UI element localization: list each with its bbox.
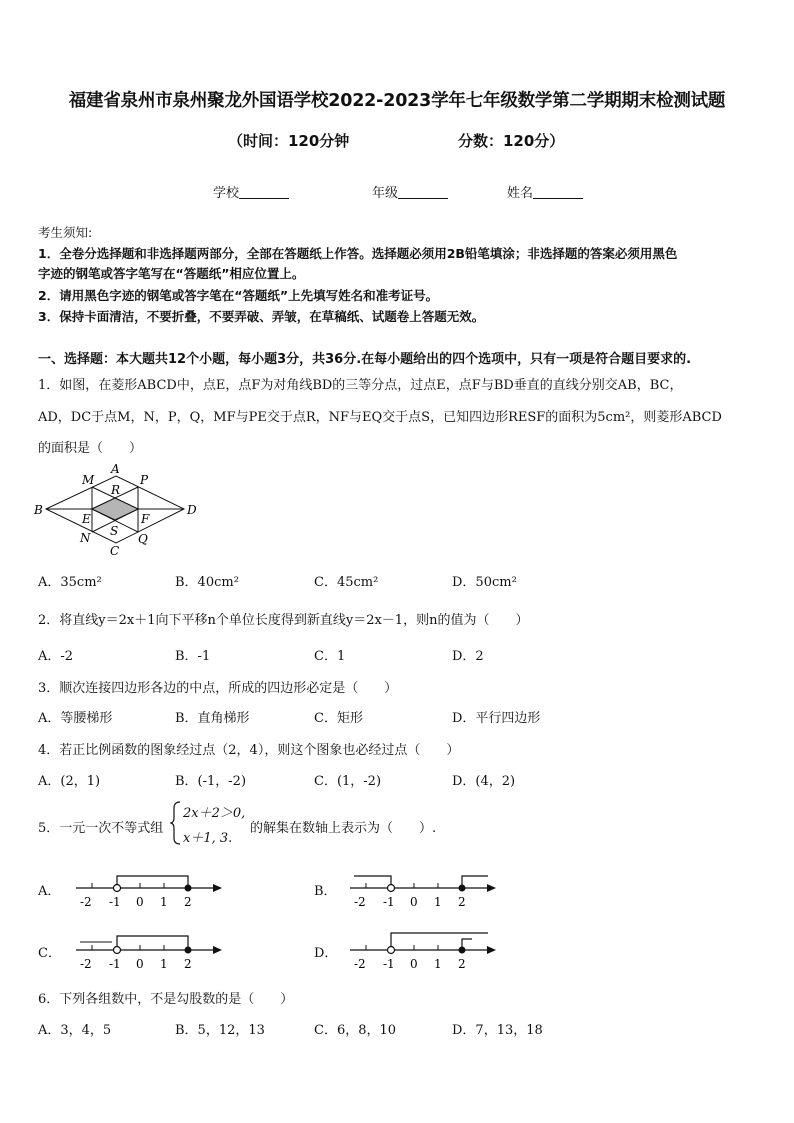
q3-option-b[interactable]: B．直角梯形 — [175, 711, 250, 726]
q2-text: 2．将直线y＝2x＋1向下平移n个单位长度得到新直线y＝2x－1，则n的值为（ ） — [38, 613, 529, 628]
notice-heading: 考生须知: — [38, 225, 93, 240]
q5-inequality-1: 2x＋2＞0, — [183, 806, 246, 821]
exam-time: （时间：120分钟 — [228, 132, 350, 150]
number-line-c[interactable] — [72, 926, 227, 972]
tick-label: 1 — [160, 957, 168, 971]
notice-line-1b: 字迹的钢笔或答字笔写在“答题纸”相应位置上。 — [38, 266, 305, 281]
q6-option-b[interactable]: B．5，12，13 — [175, 1023, 265, 1038]
tick-label: 1 — [434, 895, 442, 909]
school-field — [213, 182, 289, 201]
number-line-d[interactable] — [346, 926, 501, 972]
closed-point — [185, 947, 192, 954]
q2-option-a[interactable]: A．-2 — [38, 649, 74, 664]
tick-label: 2 — [458, 957, 466, 971]
q5-prefix: 5．一元一次不等式组 — [38, 821, 164, 836]
section-heading: 一、选择题：本大题共12个小题，每小题3分，共36分.在每小题给出的四个选项中，只有一项是符合题目要求的. — [38, 352, 692, 367]
brace-icon — [170, 800, 182, 846]
closed-point — [459, 947, 466, 954]
q5-inequality-2: x＋1, 3. — [183, 831, 233, 846]
school-label: 学校 — [213, 186, 240, 201]
tick-label: -2 — [80, 957, 92, 971]
q6-option-d[interactable]: D．7，13，18 — [452, 1023, 543, 1038]
name-field — [507, 182, 583, 201]
label-b: B — [34, 503, 43, 517]
exam-score: 分数：120分） — [458, 132, 565, 150]
q1-option-d[interactable]: D．50cm² — [452, 575, 517, 590]
tick-label: 0 — [410, 957, 418, 971]
rhombus-figure — [30, 460, 210, 560]
tick-label: 2 — [458, 895, 466, 909]
number-line-a[interactable] — [72, 864, 227, 910]
q4-option-a[interactable]: A．(2，1) — [38, 774, 101, 789]
q2-option-b[interactable]: B．-1 — [175, 649, 211, 664]
tick-label: -1 — [383, 957, 395, 971]
label-p: P — [140, 473, 149, 487]
grade-blank[interactable] — [398, 186, 448, 199]
q3-option-a[interactable]: A．等腰梯形 — [38, 711, 113, 726]
q4-option-b[interactable]: B．(-1，-2) — [175, 774, 247, 789]
school-blank[interactable] — [239, 186, 289, 199]
q5-option-a-letter[interactable]: A． — [38, 884, 61, 899]
tick-label: 1 — [434, 957, 442, 971]
label-f: F — [141, 512, 150, 526]
grade-field — [372, 182, 448, 201]
page-title: 福建省泉州市泉州聚龙外国语学校2022-2023学年七年级数学第二学期期末检测试题 — [68, 91, 726, 111]
closed-point — [185, 885, 192, 892]
open-point — [114, 947, 121, 954]
q4-option-c[interactable]: C．(1，-2) — [314, 774, 382, 789]
number-line-b[interactable] — [346, 864, 501, 910]
q3-text: 3．顺次连接四边形各边的中点，所成的四边形必定是（ ） — [38, 681, 398, 696]
q5-option-b-letter[interactable]: B． — [314, 884, 337, 899]
q5-option-d-letter[interactable]: D． — [314, 946, 338, 961]
q3-option-d[interactable]: D．平行四边形 — [452, 711, 541, 726]
tick-label: -1 — [383, 895, 395, 909]
solution-ray-right — [462, 876, 488, 888]
q5-option-c-letter[interactable]: C． — [38, 946, 61, 961]
tick-label: -2 — [354, 957, 366, 971]
open-point — [388, 885, 395, 892]
solution-ray-left — [354, 876, 391, 888]
label-e: E — [82, 512, 91, 526]
tick-label: 2 — [184, 957, 192, 971]
tick-label: -2 — [354, 895, 366, 909]
closed-point — [459, 885, 466, 892]
q1-option-a[interactable]: A．35cm² — [38, 575, 102, 590]
q4-text: 4．若正比例函数的图象经过点（2，4），则这个图象也必经过点（ ） — [38, 743, 460, 758]
q1-line-1: 1．如图，在菱形ABCD中，点E，点F为对角线BD的三等分点，过点E，点F与BD垂直的直线分别交AB，BC， — [38, 378, 683, 393]
label-s: S — [110, 524, 119, 538]
tick-label: 1 — [160, 895, 168, 909]
q1-option-c[interactable]: C．45cm² — [314, 575, 379, 590]
label-n: N — [80, 531, 91, 545]
tick-label: 0 — [410, 895, 418, 909]
label-r: R — [111, 483, 121, 497]
tick-label: -1 — [109, 957, 121, 971]
q2-option-c[interactable]: C．1 — [314, 649, 346, 664]
open-point — [388, 947, 395, 954]
q1-option-b[interactable]: B．40cm² — [175, 575, 239, 590]
solution-segment — [117, 876, 188, 888]
open-point — [114, 885, 121, 892]
q6-option-c[interactable]: C．6，8，10 — [314, 1023, 397, 1038]
tick-label: 0 — [136, 957, 144, 971]
solution-segment — [117, 936, 188, 950]
tick-label: -1 — [109, 895, 121, 909]
label-q: Q — [138, 532, 148, 546]
label-m: M — [82, 473, 95, 487]
tick-label: 2 — [184, 895, 192, 909]
notice-line-1a: 1．全卷分选择题和非选择题两部分，全部在答题纸上作答。选择题必须用2B铅笔填涂；非选择题的答案必须用黑色 — [38, 246, 678, 261]
q3-option-c[interactable]: C．矩形 — [314, 711, 363, 726]
name-blank[interactable] — [533, 186, 583, 199]
q4-option-d[interactable]: D．(4，2) — [452, 774, 516, 789]
tick-label: -2 — [80, 895, 92, 909]
solution-ray-right — [391, 933, 488, 950]
label-d: D — [187, 503, 197, 517]
q1-line-3: 的面积是（ ） — [38, 441, 143, 456]
q6-text: 6．下列各组数中，不是勾股数的是（ ） — [38, 992, 294, 1007]
q5-suffix: 的解集在数轴上表示为（ ）. — [250, 821, 437, 836]
notice-line-2: 2．请用黑色字迹的钢笔或答字笔在“答题纸”上先填写姓名和准考证号。 — [38, 288, 439, 303]
label-a: A — [111, 462, 120, 476]
tick-label: 0 — [136, 895, 144, 909]
q2-option-d[interactable]: D．2 — [452, 649, 484, 664]
label-c: C — [110, 544, 120, 558]
notice-line-3: 3．保持卡面清洁，不要折叠，不要弄破、弄皱，在草稿纸、试题卷上答题无效。 — [38, 309, 485, 324]
q1-line-2: AD，DC于点M，N，P，Q，MF与PE交于点R，NF与EQ交于点S，已知四边形RESF的面积为5cm²，则菱形ABCD — [38, 410, 722, 425]
grade-label: 年级 — [372, 186, 399, 201]
q6-option-a[interactable]: A．3，4，5 — [38, 1023, 112, 1038]
name-label: 姓名 — [507, 186, 534, 201]
shaded-resf — [92, 498, 138, 520]
